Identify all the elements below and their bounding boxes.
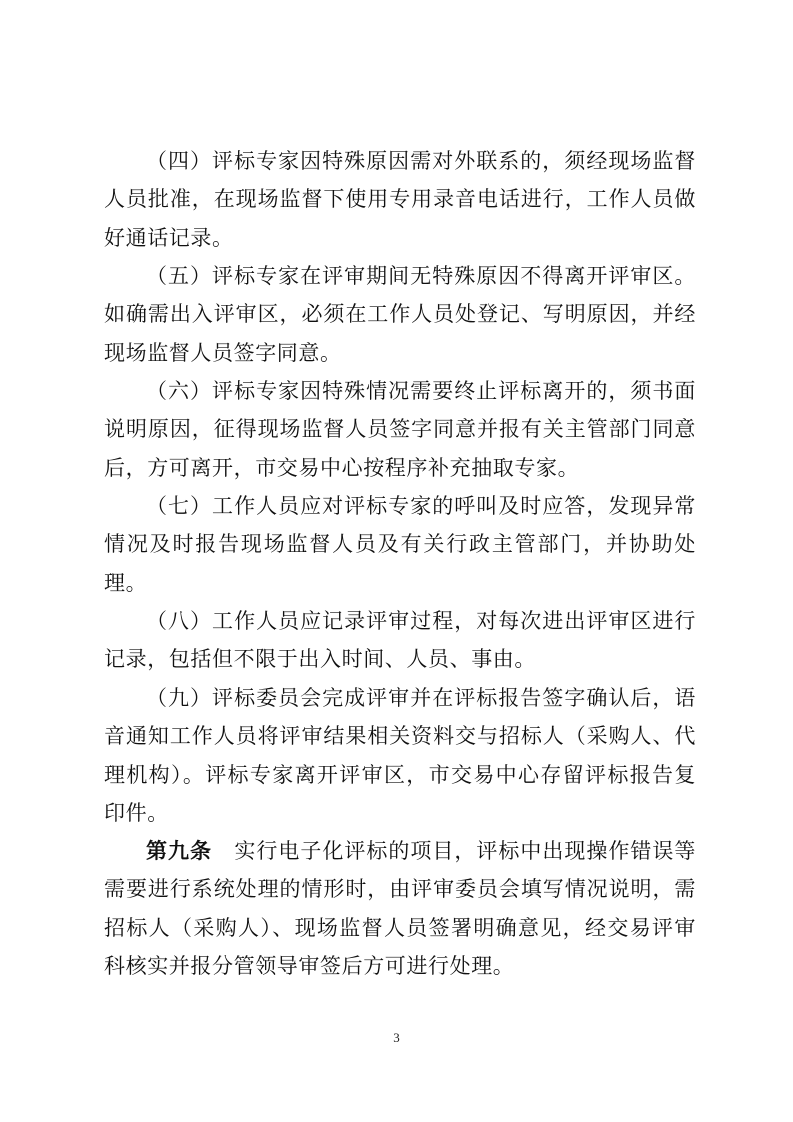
article-text: 实行电子化评标的项目，评标中出现操作错误等需要进行系统处理的情形时，由评审委员会填写情况说明，需招标人（采购人）、现场监督人员签署明确意见，经交易评审科核实并报分管领导审签后方可进行处理。: [104, 839, 696, 979]
article-nine-paragraph: [104, 832, 696, 986]
article-label: 第九条: [146, 838, 212, 863]
paragraph-item-6: （六）评标专家因特殊情况需要终止评标离开的，须书面说明原因，征得现场监督人员签字同意并报有关主管部门同意后，方可离开，市交易中心按程序补充抽取专家。: [104, 379, 696, 480]
page-number: 3: [393, 1030, 400, 1045]
paragraph-item-5: （五）评标专家在评审期间无特殊原因不得离开评审区。如确需出入评审区，必须在工作人员处登记、写明原因，并经现场监督人员签字同意。: [104, 264, 696, 365]
paragraph-item-8: （八）工作人员应记录评审过程，对每次进出评审区进行记录，包括但不限于出入时间、人员、事由。: [104, 609, 696, 672]
paragraph-item-7: （七）工作人员应对评标专家的呼叫及时应答，发现异常情况及时报告现场监督人员及有关行政主管部门，并协助处理。: [104, 494, 696, 595]
paragraph-item-4: （四）评标专家因特殊原因需对外联系的，须经现场监督人员批准，在现场监督下使用专用录音电话进行，工作人员做好通话记录。: [104, 149, 696, 250]
paragraph-item-9: （九）评标委员会完成评审并在评标报告签字确认后，语音通知工作人员将评审结果相关资料交与招标人（采购人、代理机构）。评标专家离开评审区，市交易中心存留评标报告复印件。: [104, 686, 696, 826]
